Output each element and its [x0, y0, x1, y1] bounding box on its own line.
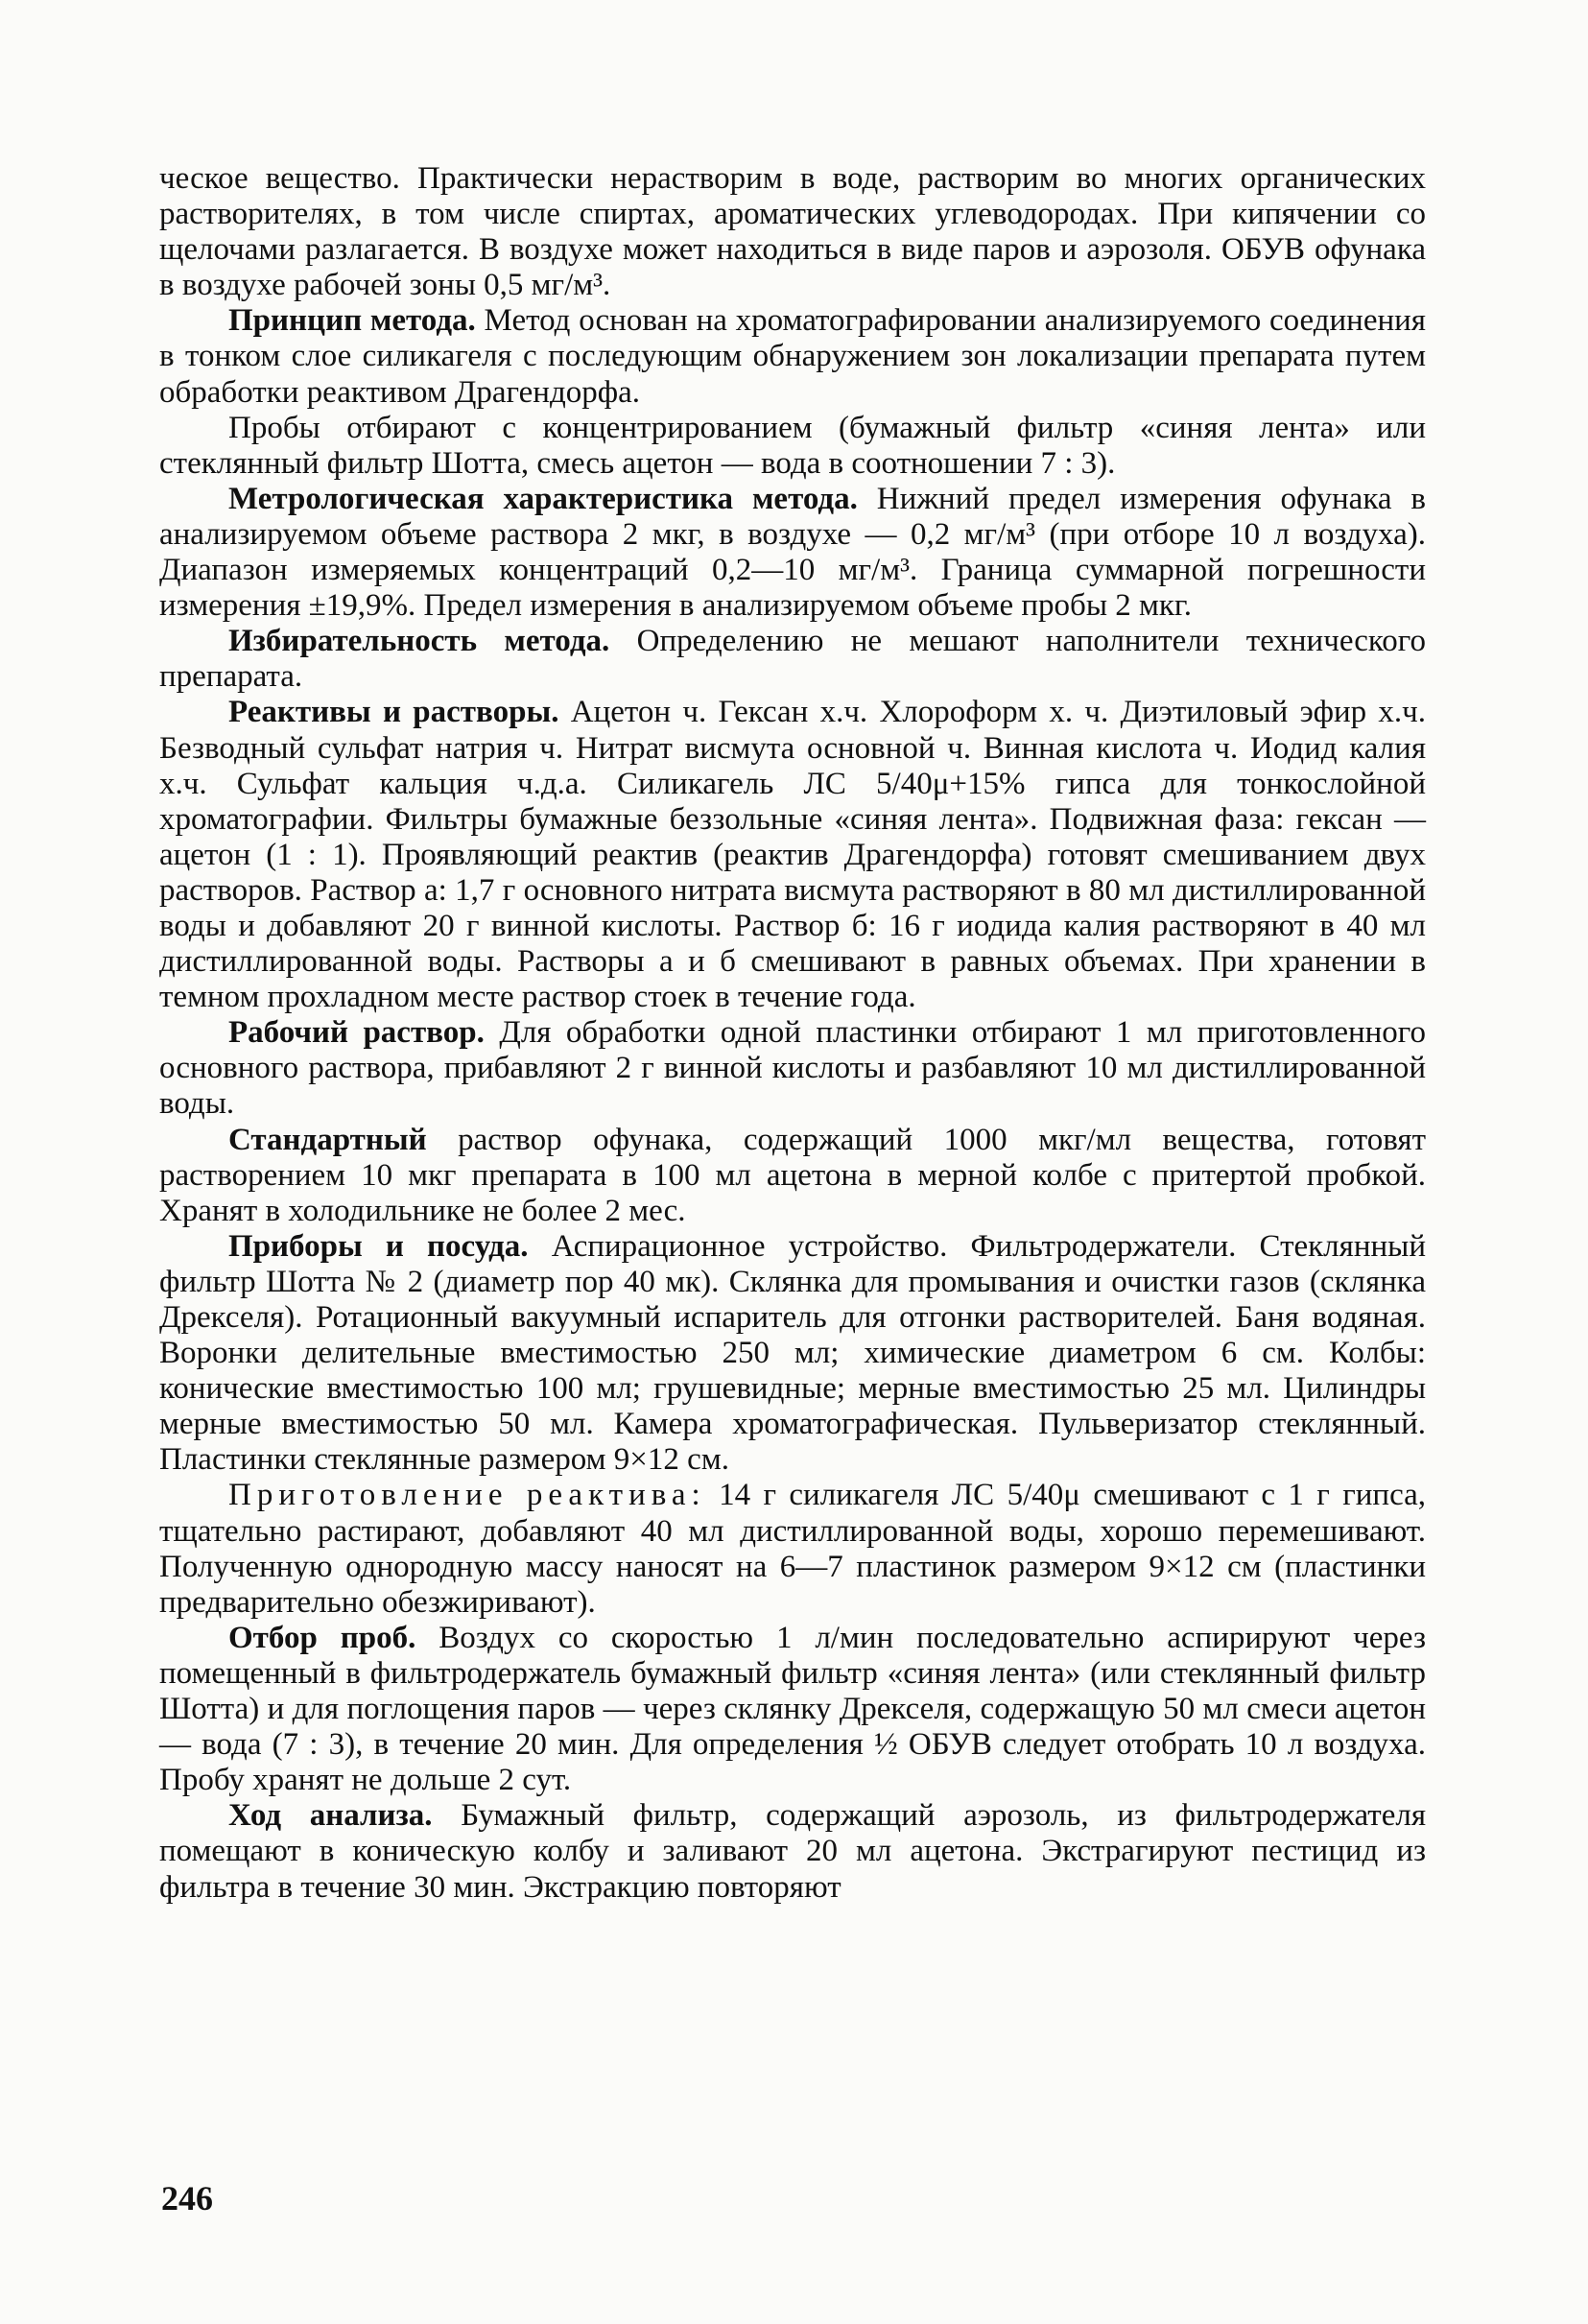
paragraph-sampling [159, 1621, 1426, 1798]
paragraph-text: Воздух со скоростью 1 л/мин последовательно аспирируют через помещенный в фильтродержатель бумажный фильтр «синяя лента» (или стеклянный фильтр Шотта) и для поглощения паров — через склянку Дрекселя, содержащую 50 мл смеси ацетон — вода (7 : 3), в течение 20 мин. Для определения ½ ОБУВ следует отобрать 10 л воздуха. Пробу хранят не дольше 2 сут. [159, 1620, 1426, 1798]
paragraph-heading: Ход анализа. [228, 1798, 433, 1834]
paragraph-text: 14 г силикагеля ЛС 5/40μ смешивают с 1 г гипса, тщательно растирают, добавляют 40 мл дистиллированной воды, хорошо перемешивают. Полученную однородную массу наносят на 6—7 пластинок размером 9×12 см (пластинки предварительно обезжиривают). [159, 1478, 1427, 1620]
paragraph-heading: Реактивы и растворы. [228, 695, 559, 730]
paragraph-text: Метод основан на хроматографировании анализируемого соединения в тонком слое силикагеля с последующим обнаружением зон локализации препарата путем обработки реактивом Драгендорфа. [159, 303, 1426, 410]
paragraph-selectivity [159, 624, 1426, 695]
paragraph-text: раствор офунака, содержащий 1000 мкг/мл вещества, готовят растворением 10 мкг препарата в 100 мл ацетона в мерной колбе с притертой пробкой. Хранят в холодильнике не более 2 мес. [159, 1122, 1426, 1228]
paragraph-standard-solution [159, 1123, 1426, 1229]
paragraph-heading: Рабочий раствор. [228, 1015, 485, 1051]
paragraph-text: Пробы отбирают с концентрированием (бумажный фильтр «синяя лента» или стеклянный фильтр Шотта, смесь ацетон — вода в соотношении 7 : 3). [159, 410, 1426, 481]
paragraph-analysis-procedure [159, 1798, 1426, 1905]
paragraph-heading: Метрологическая характеристика метода. [228, 481, 858, 516]
page-number: 246 [161, 2179, 213, 2217]
paragraph-text: Бумажный фильтр, содержащий аэрозоль, из фильтродержателя помещают в коническую колбу и заливают 20 мл ацетона. Экстрагируют пестицид из фильтра в течение 30 мин. Экстракцию повторяют [159, 1798, 1426, 1905]
paragraph-method-principle [159, 303, 1426, 410]
paragraph-equipment [159, 1229, 1426, 1479]
paragraph-text: Определению не мешают наполнители технического препарата. [159, 624, 1427, 695]
paragraph-sampling-concentration [159, 411, 1426, 482]
paragraph-metrology [159, 482, 1426, 624]
paragraph-reagent-preparation [159, 1478, 1426, 1620]
paragraph-heading: Приборы и посуда. [228, 1228, 529, 1264]
paragraph-text: Нижний предел измерения офунака в анализируемом объеме раствора 2 мкг, в воздухе — 0,2 мг/м³ (при отборе 10 л воздуха). Диапазон измеряемых концентраций 0,2—10 мг/м³. Граница суммарной погрешности измерения ±19,9%. Предел измерения в анализируемом объеме пробы 2 мкг. [159, 481, 1427, 624]
paragraph-heading: Отбор проб. [228, 1620, 416, 1655]
paragraph-heading: Приготовление реактива: [228, 1478, 706, 1513]
page-body [159, 161, 1426, 1906]
paragraph-heading: Стандартный [228, 1122, 427, 1157]
paragraph-text: Аспирационное устройство. Фильтродержатели. Стеклянный фильтр Шотта № 2 (диаметр пор 40 мк). Склянка для промывания и очистки газов (склянка Дрекселя). Ротационный вакуумный испаритель для отгонки растворителей. Баня водяная. Воронки делительные вместимостью 250 мл; химические диаметром 6 см. Колбы: конические вместимостью 100 мл; грушевидные; мерные вместимостью 25 мл. Цилиндры мерные вместимостью 50 мл. Камера хроматографическая. Пульверизатор стеклянный. Пластинки стеклянные размером 9×12 см. [159, 1228, 1426, 1478]
paragraph-text: Для обработки одной пластинки отбирают 1 мл приготовленного основного раствора, прибавляют 2 г винной кислоты и разбавляют 10 мл дистиллированной воды. [159, 1015, 1426, 1122]
paragraph-text: ческое вещество. Практически нерастворим в воде, растворим во многих органических растворителях, в том числе спиртах, ароматических углеводородах. При кипячении со щелочами разлагается. В воздухе может находиться в виде паров и аэрозоля. ОБУВ офунака в воздухе рабочей зоны 0,5 мг/м³. [159, 161, 1426, 303]
paragraph-heading: Избирательность метода. [228, 624, 610, 659]
paragraph-text: Ацетон ч. Гексан х.ч. Хлороформ х. ч. Диэтиловый эфир х.ч. Безводный сульфат натрия ч. Нитрат висмута основной ч. Винная кислота ч. Иодид калия х.ч. Сульфат кальция ч.д.а. Силикагель ЛС 5/40μ+15% гипса для тонкослойной хроматографии. Фильтры бумажные беззольные «синяя лента». Подвижная фаза: гексан — ацетон (1 : 1). Проявляющий реактив (реактив Драгендорфа) готовят смешиванием двух растворов. Раствор а: 1,7 г основного нитрата висмута растворяют в 80 мл дистиллированной воды и добавляют 20 г винной кислоты. Раствор б: 16 г иодида калия растворяют в 40 мл дистиллированной воды. Растворы а и б смешивают в равных объемах. При хранении в темном прохладном месте раствор стоек в течение года. [159, 695, 1427, 1015]
paragraph-working-solution [159, 1015, 1426, 1122]
paragraph-substance-properties [159, 161, 1426, 303]
paragraph-heading: Принцип метода. [228, 303, 476, 339]
paragraph-reagents [159, 695, 1426, 1015]
